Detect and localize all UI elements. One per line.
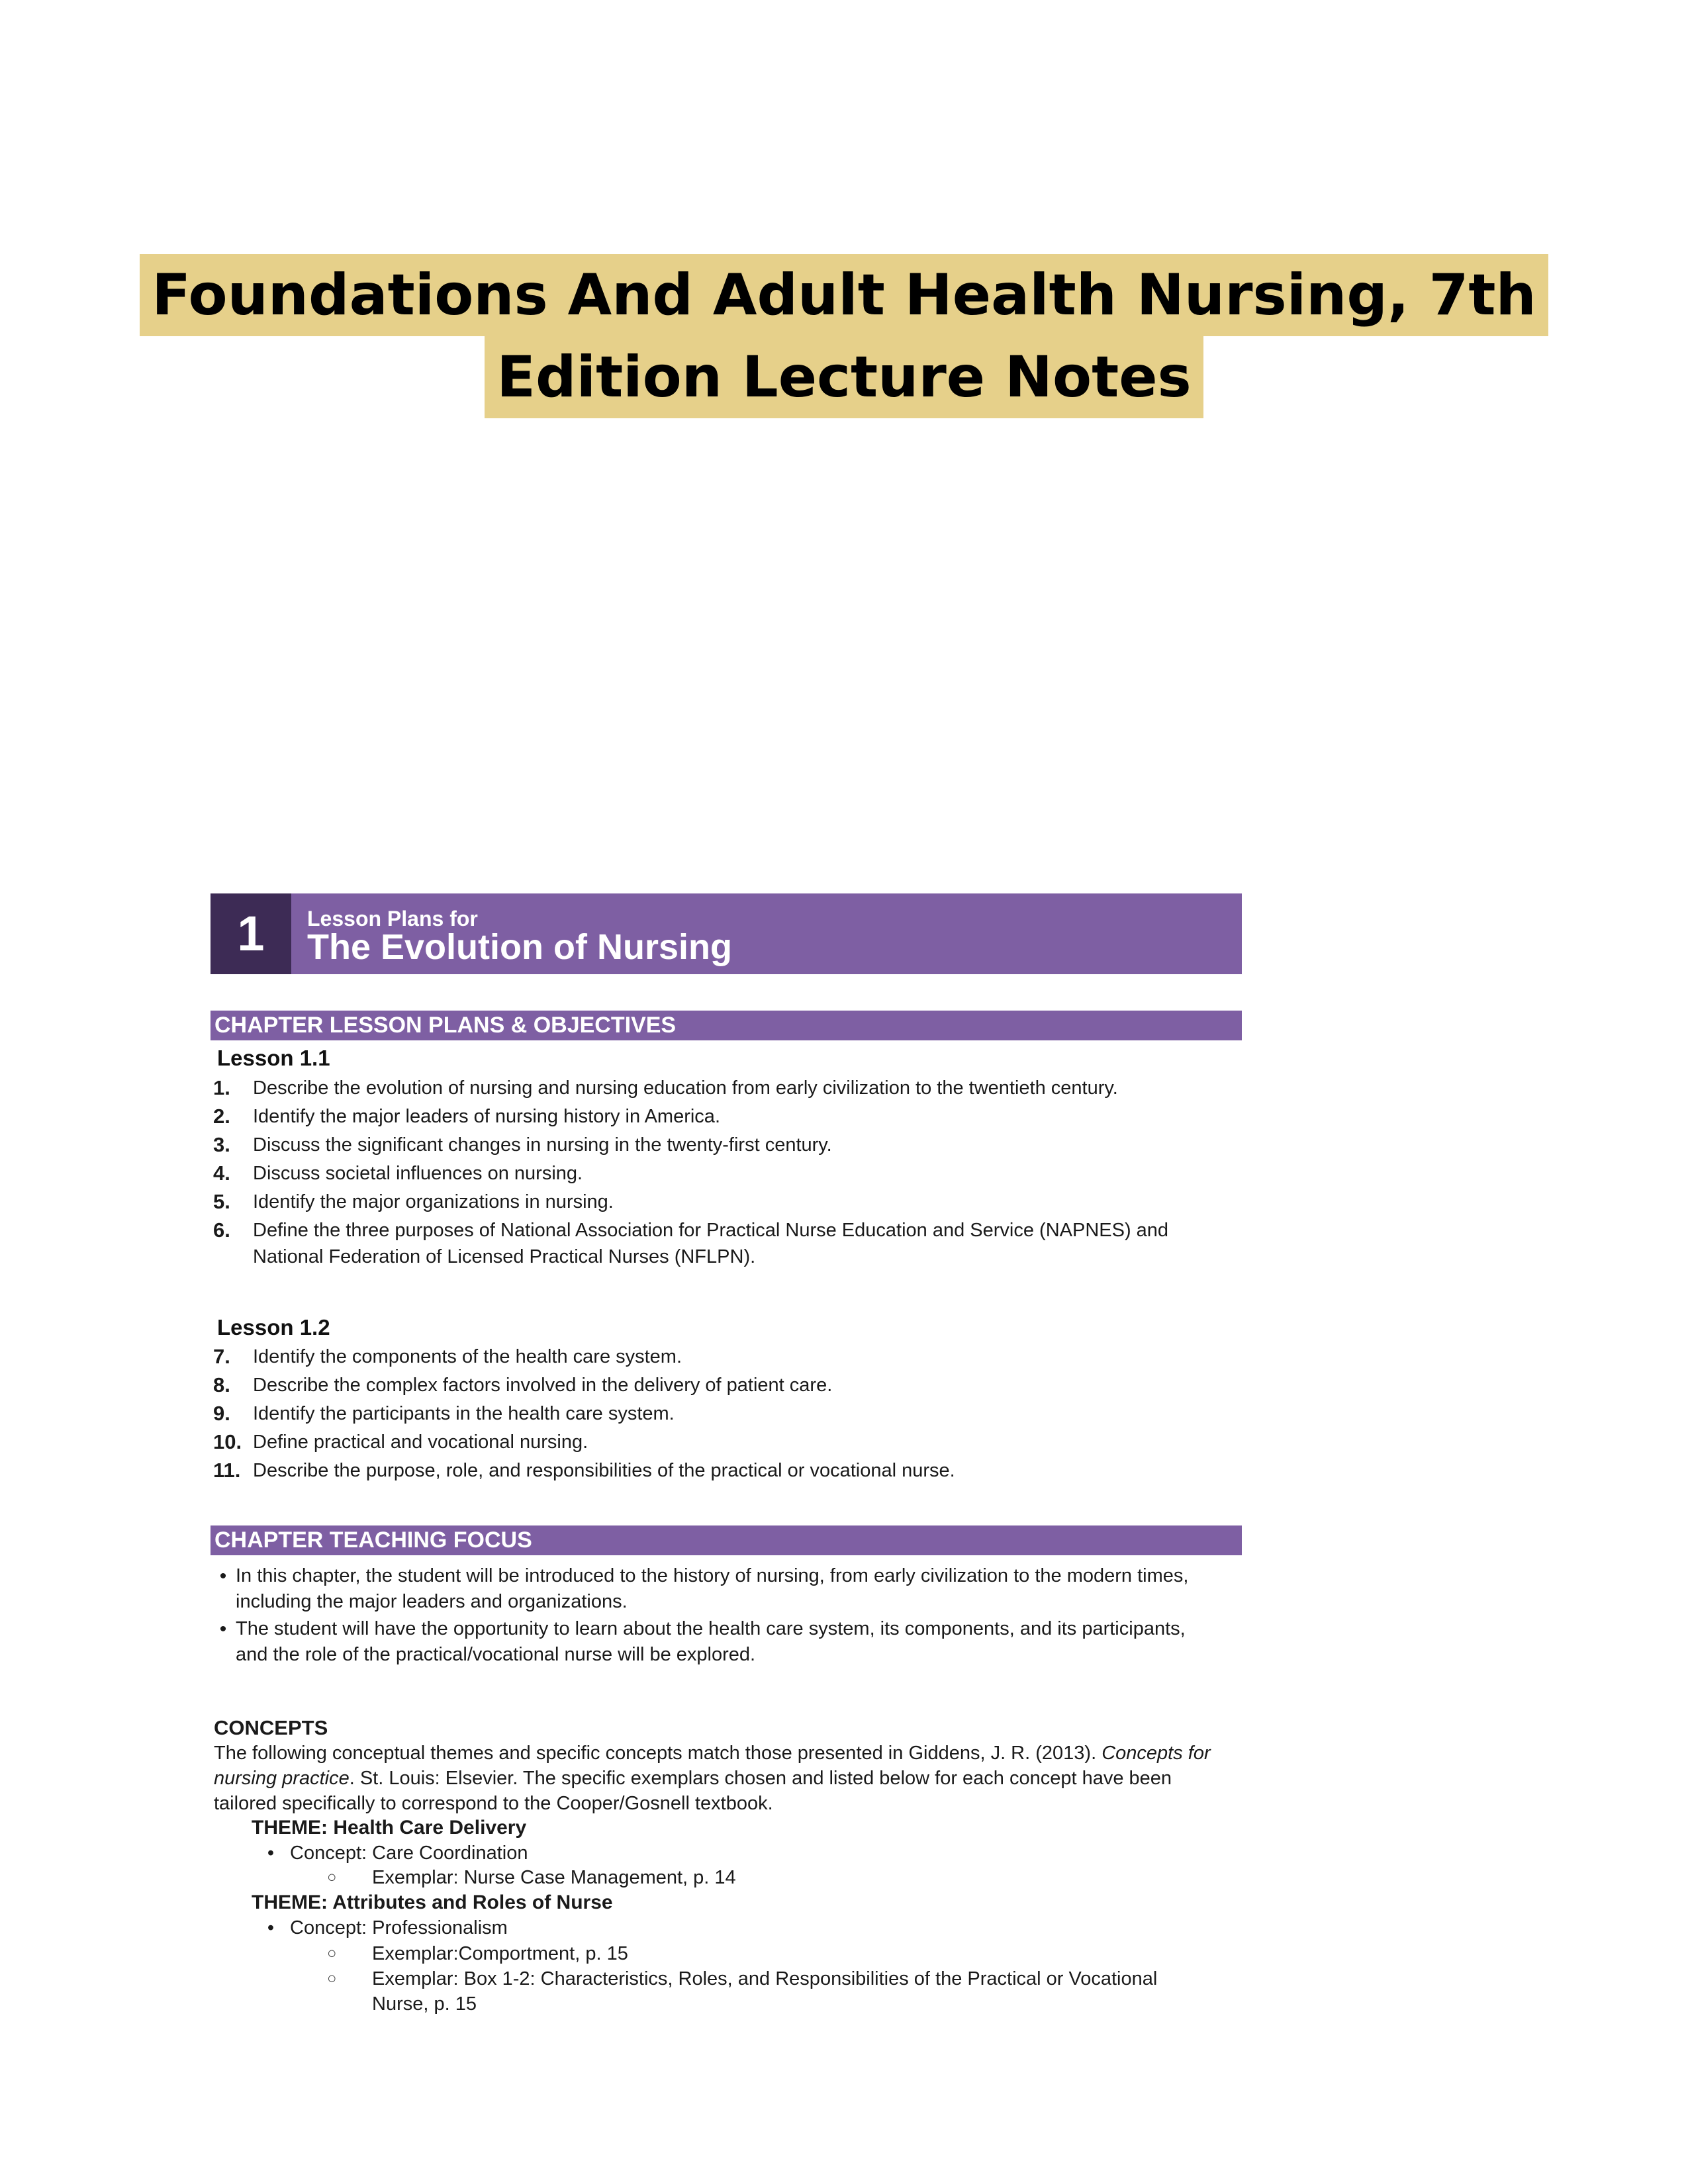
objective-text: Describe the evolution of nursing and nursing education from early civilization to the twentieth century. [253,1077,1118,1099]
concept-text: Concept: Professionalism [290,1917,508,1938]
objective-item [211,1343,1217,1370]
objective-item [211,1103,1217,1130]
document-title [132,254,1556,418]
lesson-plan-page [211,893,1246,2032]
bullet-icon: • [219,1618,227,1640]
objective-item [211,1075,1217,1101]
circle-bullet-icon: ○ [327,1868,337,1886]
objective-number: 8. [213,1373,230,1396]
lesson-heading-1-2: Lesson 1.2 [217,1315,330,1340]
concept-item [252,1917,508,1939]
teaching-focus-text: In this chapter, the student will be introduced to the history of nursing, from early civilization to the modern times, including the major leaders and organizations. [236,1565,1189,1612]
concepts-intro [214,1741,1240,1816]
teaching-focus-text: The student will have the opportunity to learn about the health care system, its components, and its participants, and the role of the practical/vocational nurse will be explored. [236,1618,1186,1665]
objective-item [211,1132,1217,1158]
document-title-line-1: Foundations And Adult Health Nursing, 7th [140,254,1548,336]
objective-item [211,1400,1217,1427]
objective-text: Define the three purposes of National Association for Practical Nurse Education and Service (NAPNES) and National Federation of Licensed Practical Nurses (NFLPN). [253,1220,1169,1267]
teaching-focus-item [211,1563,1217,1615]
lesson-heading-1-1: Lesson 1.1 [217,1046,330,1070]
objective-number: 10. [213,1430,242,1453]
objective-text: Discuss the significant changes in nursing in the twenty-first century. [253,1134,832,1156]
objective-number: 4. [213,1161,230,1185]
objective-text: Define practical and vocational nursing. [253,1432,588,1453]
circle-bullet-icon: ○ [327,1944,337,1962]
concepts-heading: CONCEPTS [214,1716,328,1739]
bullet-icon: • [267,1917,275,1938]
objective-text: Describe the complex factors involved in the delivery of patient care. [253,1375,833,1396]
theme-heading: THEME: Health Care Delivery [252,1817,527,1839]
objective-item [211,1217,1217,1270]
objective-number: 5. [213,1190,230,1213]
bullet-icon: • [267,1843,275,1864]
exemplar-item [327,1865,1188,1890]
objective-item [211,1372,1217,1398]
objective-item [211,1189,1217,1215]
exemplar-text: Exemplar:Comportment, p. 15 [372,1943,628,1964]
exemplar-item [327,1966,1188,2017]
chapter-subtitle: Lesson Plans for [307,907,478,931]
teaching-focus-list [211,1563,1217,1668]
chapter-title: The Evolution of Nursing [307,927,732,967]
objective-text: Describe the purpose, role, and responsibilities of the practical or vocational nurse. [253,1460,955,1481]
objective-number: 9. [213,1402,230,1425]
objective-number: 2. [213,1105,230,1128]
bullet-icon: • [219,1565,227,1587]
objective-item [211,1160,1217,1187]
objective-text: Identify the major leaders of nursing history in America. [253,1106,720,1127]
objective-text: Identify the major organizations in nursing. [253,1191,614,1212]
objective-item [211,1457,1217,1484]
exemplar-item [327,1941,1188,1966]
lesson-1-1-objectives [211,1075,1217,1272]
exemplar-text: Exemplar: Nurse Case Management, p. 14 [372,1867,736,1888]
teaching-focus-section-heading: CHAPTER TEACHING FOCUS [211,1525,1242,1555]
exemplar-text: Exemplar: Box 1-2: Characteristics, Roles, and Responsibilities of the Practical or Vocational Nurse, p. 15 [372,1968,1158,2015]
objectives-section-heading: CHAPTER LESSON PLANS & OBJECTIVES [211,1011,1242,1040]
objective-number: 3. [213,1133,230,1156]
objective-text: Identify the participants in the health care system. [253,1403,675,1424]
concept-item [252,1843,528,1864]
concepts-intro-text-continued: . St. Louis: Elsevier. The specific exemplars chosen and listed below for each concept have been tailored specifically to correspond to the Cooper/Gosnell textbook. [214,1768,1172,1814]
teaching-focus-item [211,1616,1217,1668]
chapter-number: 1 [211,893,291,974]
objective-text: Discuss societal influences on nursing. [253,1163,583,1184]
concepts-intro-book-title: Concepts for nursing practice [214,1743,1211,1789]
objective-number: 6. [213,1218,230,1242]
concepts-intro-text: The following conceptual themes and specific concepts match those presented in Giddens, J. R. (2013). [214,1743,1102,1764]
objective-item [211,1429,1217,1455]
lesson-1-2-objectives [211,1343,1217,1486]
objective-text: Identify the components of the health care system. [253,1346,682,1367]
circle-bullet-icon: ○ [327,1970,337,1987]
objective-number: 7. [213,1345,230,1368]
theme-heading: THEME: Attributes and Roles of Nurse [252,1891,613,1913]
chapter-banner [211,893,1242,974]
concept-text: Concept: Care Coordination [290,1843,528,1864]
objective-number: 11. [213,1459,241,1482]
objective-number: 1. [213,1076,230,1099]
document-title-line-2: Edition Lecture Notes [485,336,1203,418]
